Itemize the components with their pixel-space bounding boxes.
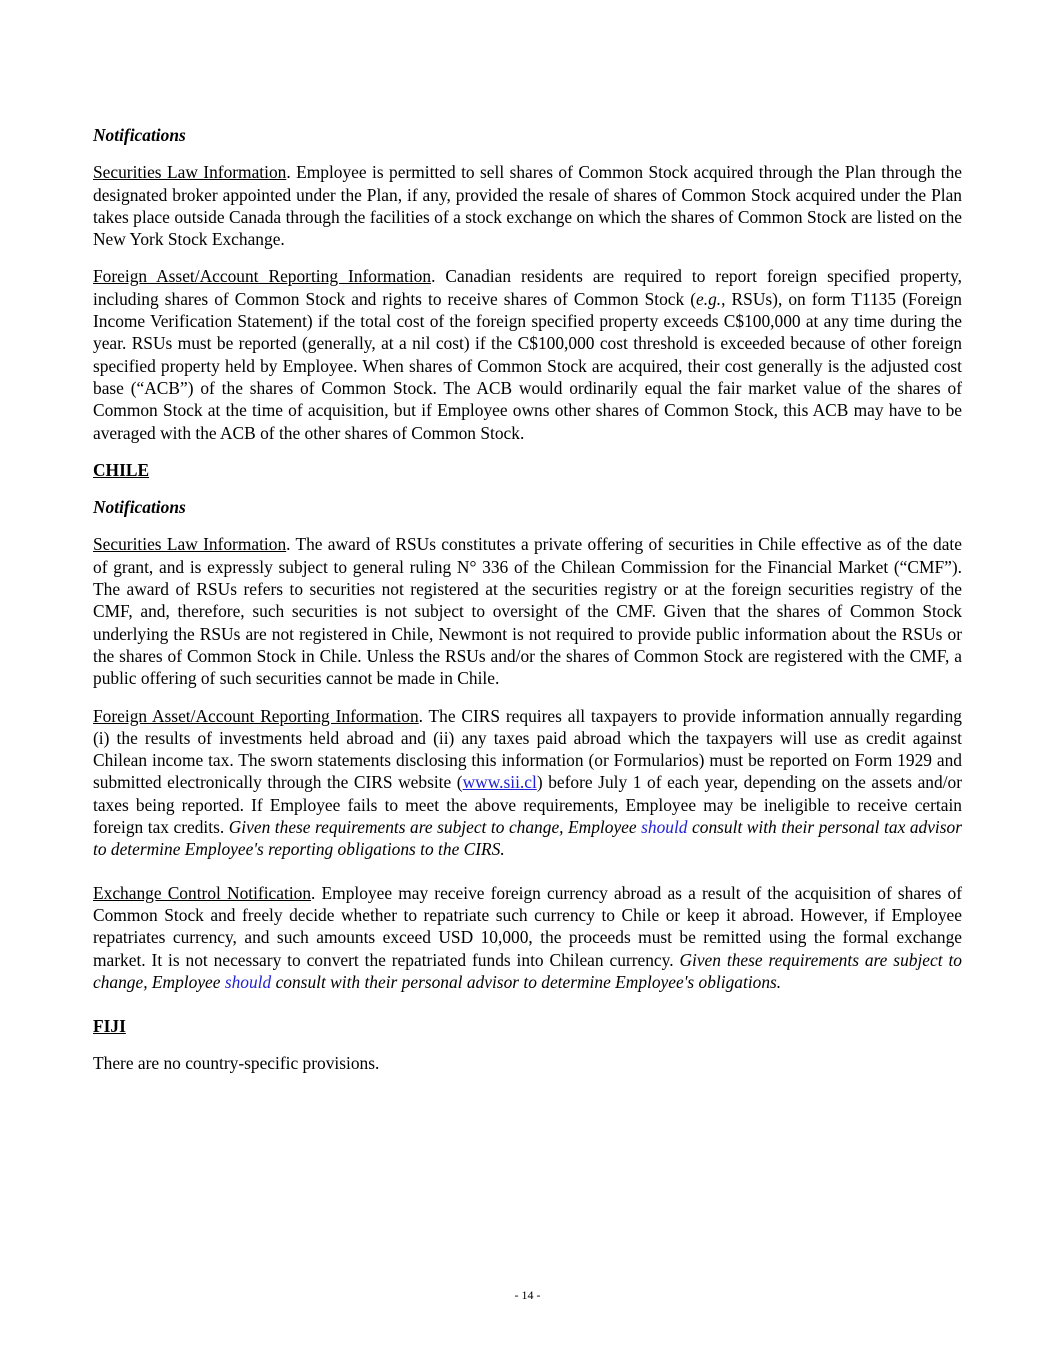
notifications-heading: Notifications xyxy=(93,125,186,145)
chile-foreign-asset-body-1: . The CIRS requires all taxpayers to provide information annually regarding (i) the results of investments held abroad and (ii) any taxes paid abroad which the taxpayers will use as credit against Chilean income tax. The sworn statements disclosing this information (or Formularios) must be reported on Form 1929 and submitted electronically through the CIRS website ( xyxy=(93,705,962,793)
sii-website-link[interactable]: www.sii.cl xyxy=(462,772,537,793)
securities-law-paragraph xyxy=(93,161,962,250)
chile-securities-law-title: Securities Law Information xyxy=(93,534,287,555)
chile-notifications-heading: Notifications xyxy=(93,497,186,518)
chile-exchange-control-should: should xyxy=(224,971,272,992)
chile-exchange-control-italic-1: Given these requirements are subject to change, Employee xyxy=(93,949,962,992)
chile-securities-law-paragraph xyxy=(93,533,962,689)
securities-law-body: . Employee is permitted to sell shares of Common Stock acquired through the Plan through the designated broker appointed under the Plan, if any, provided the resale of shares of Common Stock acquired under the Plan takes place outside Canada through the facilities of a stock exchange on which the shares of Common Stock are listed on the New York Stock Exchange. xyxy=(93,162,962,250)
chile-foreign-asset-title: Foreign Asset/Account Reporting Information xyxy=(93,705,419,726)
chile-foreign-asset-body-2: ) before July 1 of each year, depending on the assets and/or taxes being reported. If Employee fails to meet the above requirements, Employee may be ineligible to receive certain foreign tax credits. xyxy=(93,772,963,838)
chile-foreign-asset-paragraph xyxy=(93,705,962,861)
country-heading-chile: CHILE xyxy=(93,459,150,480)
chile-exchange-control-italic-2: consult with their personal advisor to determine Employee's obligations. xyxy=(271,971,782,992)
chile-securities-law-body: . The award of RSUs constitutes a private offering of securities in Chile effective as of the date of grant, and is expressly subject to general ruling N° 336 of the Chilean Commission for the Financial Market (“CMF”). The award of RSUs refers to securities not registered at the securities registry or at the foreign securities registry of the CMF, and, therefore, such securities is not subject to oversight of the CMF. Given that the shares of Common Stock underlying the RSUs are not registered in Chile, Newmont is not required to provide public information about the RSUs or the shares of Common Stock in Chile. Unless the RSUs and/or the shares of Common Stock are registered with the CMF, a public offering of such securities cannot be made in Chile. xyxy=(93,534,962,689)
document-page xyxy=(93,124,962,1090)
chile-exchange-control-title: Exchange Control Notification xyxy=(93,882,312,903)
fiji-paragraph: There are no country-specific provisions. xyxy=(93,1053,380,1074)
chile-exchange-control-body: . Employee may receive foreign currency abroad as a result of the acquisition of shares of Common Stock and freely decide whether to repatriate such currency to Chile or keep it abroad. However, if Employee repatriates currency, and such amounts exceed USD 10,000, the proceeds must be remitted using the formal exchange market. It is not necessary to convert the repatriated funds into Chilean currency. xyxy=(93,882,962,970)
foreign-asset-paragraph xyxy=(93,265,962,443)
chile-foreign-asset-italic-2: consult with their personal tax advisor to determine Employee's reporting obligations to the CIRS. xyxy=(93,817,962,860)
chile-foreign-asset-italic-1: Given these requirements are subject to change, Employee xyxy=(228,817,642,838)
country-heading-fiji: FIJI xyxy=(93,1016,126,1037)
foreign-asset-title: Foreign Asset/Account Reporting Information xyxy=(93,266,432,287)
page-number: - 14 - xyxy=(514,1288,541,1302)
securities-law-title: Securities Law Information xyxy=(93,162,287,183)
foreign-asset-eg: e.g. xyxy=(696,288,722,309)
foreign-asset-body-1: . Canadian residents are required to report foreign specified property, including shares of Common Stock and rights to receive shares of Common Stock ( xyxy=(93,266,962,309)
foreign-asset-body-2: , RSUs), on form T1135 (Foreign Income Verification Statement) if the total cost of the foreign specified property exceeds C$100,000 at any time during the year. RSUs must be reported (generally, at a nil cost) if the C$100,000 cost threshold is exceeded because of other foreign specified property held by Employee. When shares of Common Stock are acquired, their cost generally is the adjusted cost base (“ACB”) of the shares of Common Stock. The ACB would ordinarily equal the fair market value of the shares of Common Stock at the time of acquisition, but if Employee owns other shares of Common Stock, this ACB may have to be averaged with the ACB of the other shares of Common Stock. xyxy=(93,288,962,443)
chile-exchange-control-paragraph xyxy=(93,882,962,993)
chile-foreign-asset-should: should xyxy=(641,817,688,838)
